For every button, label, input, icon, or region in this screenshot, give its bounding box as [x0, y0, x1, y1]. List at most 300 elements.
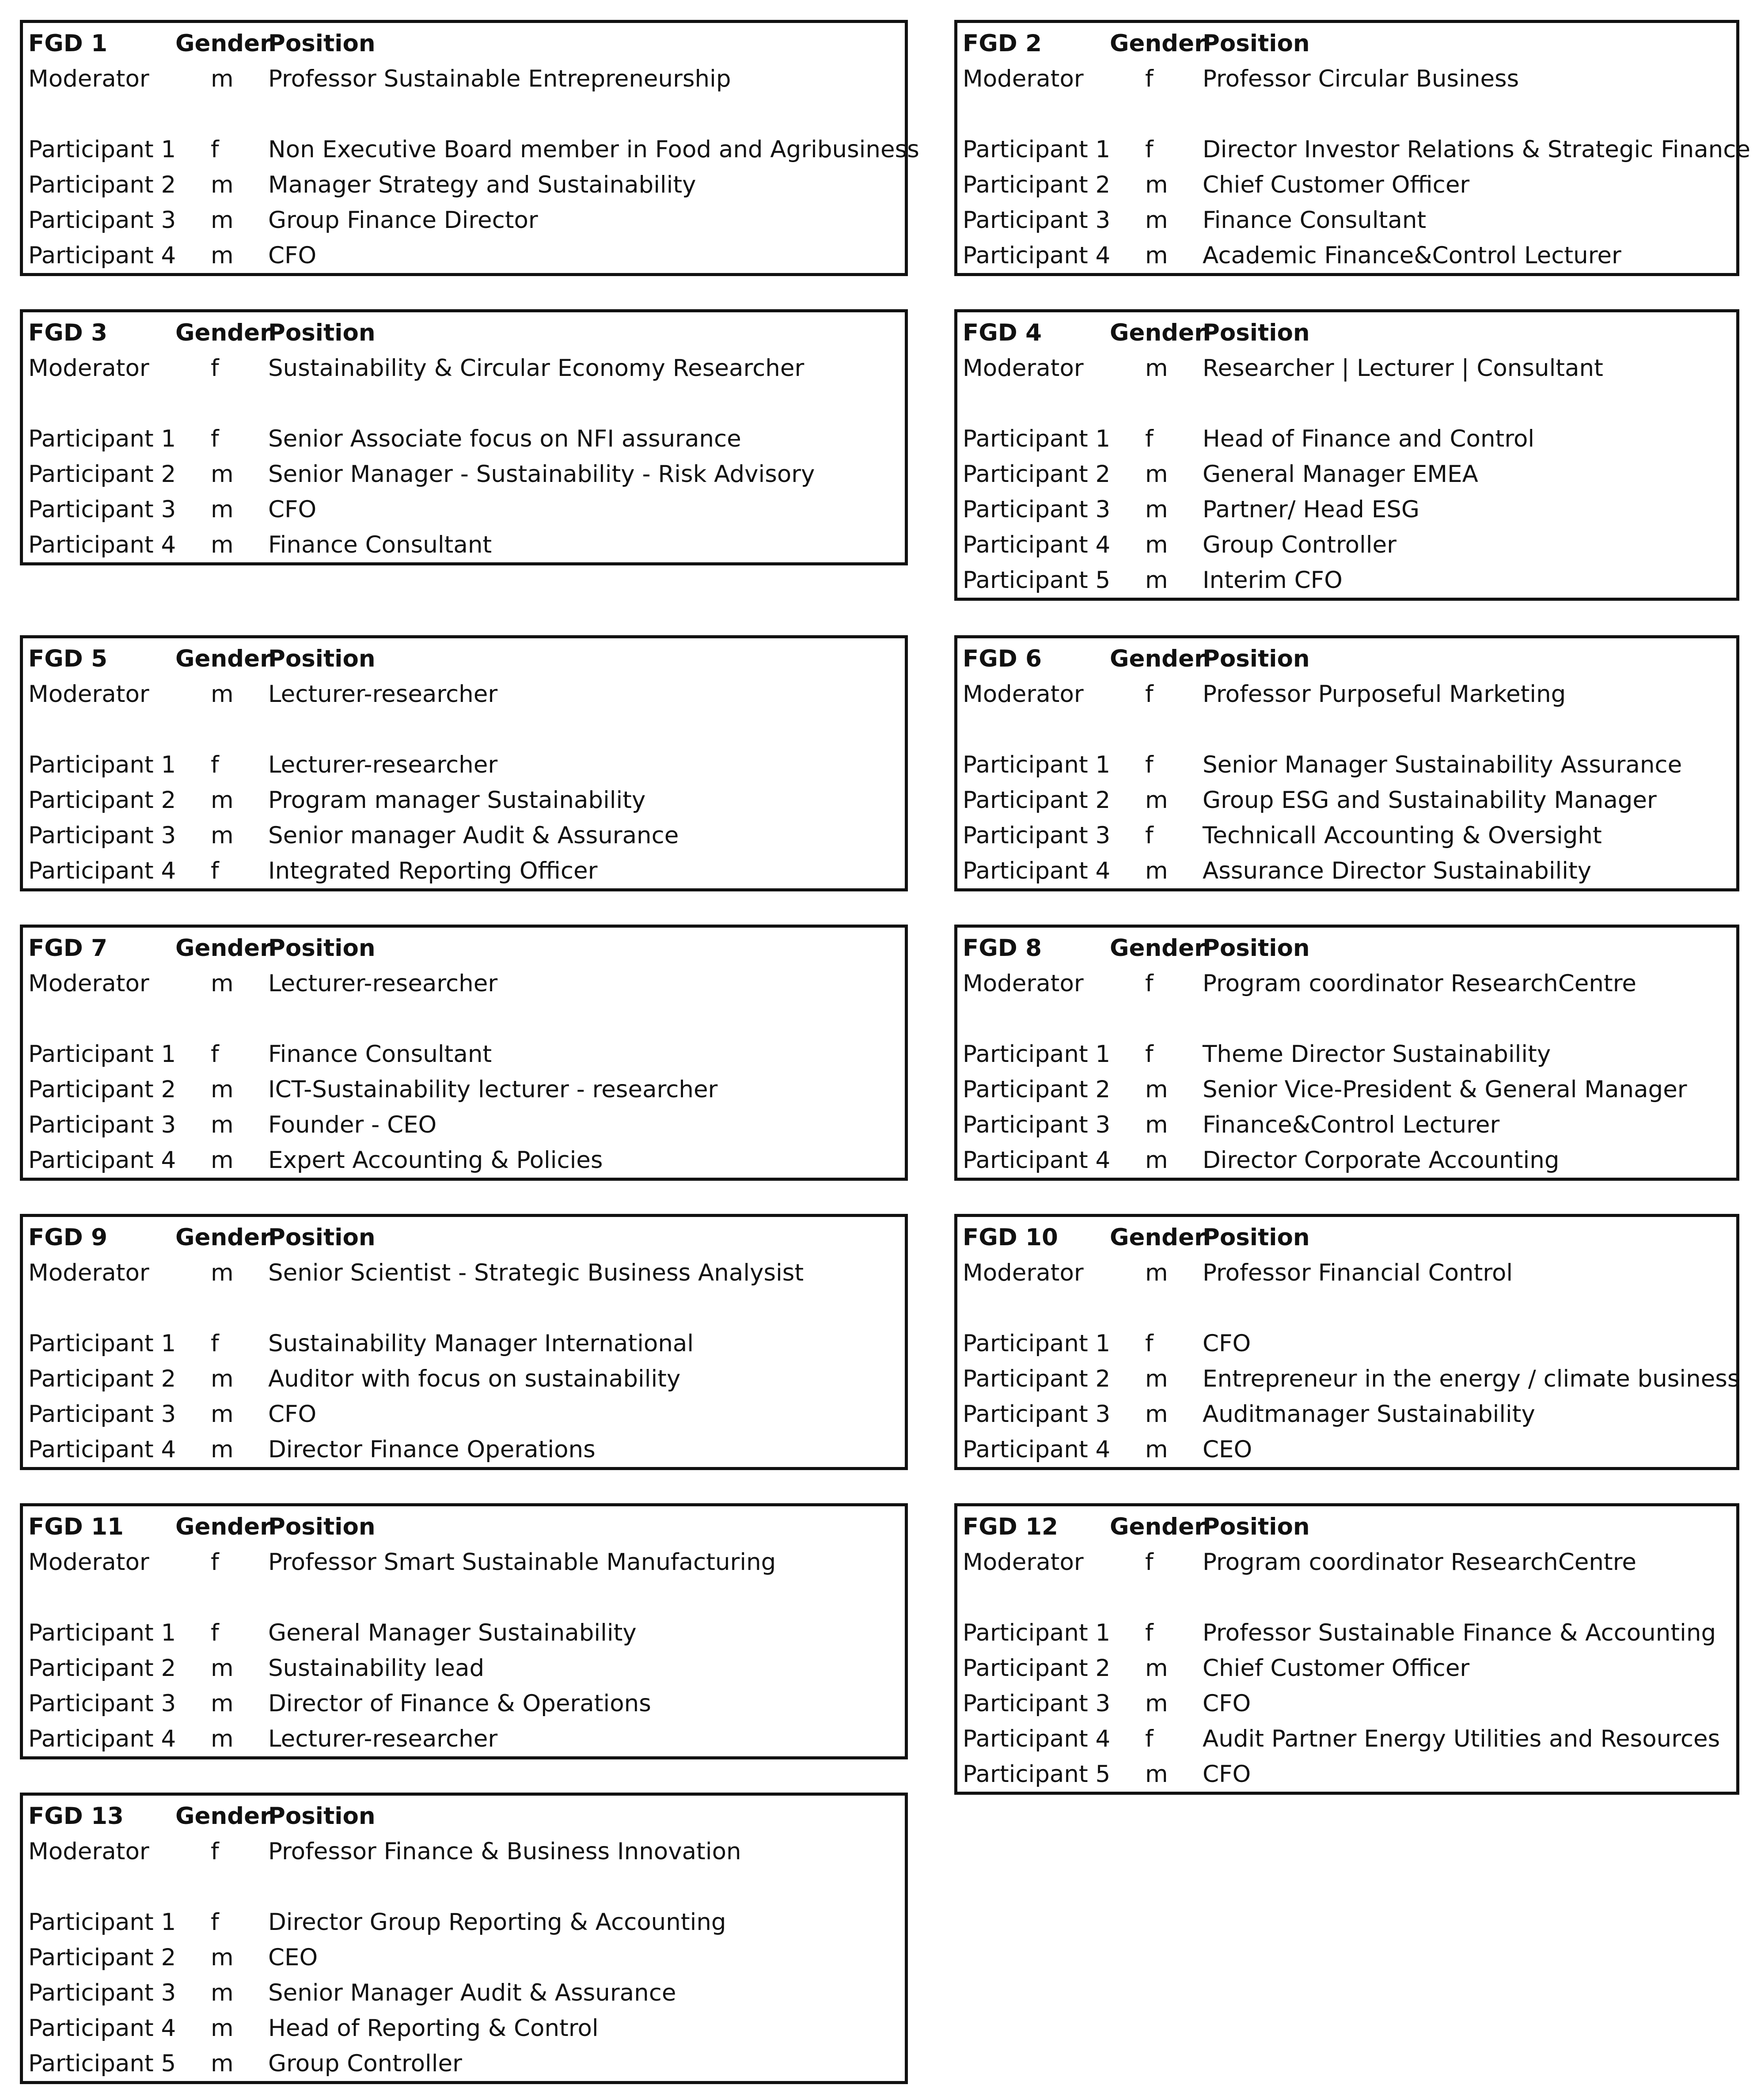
position-cell: Professor Sustainable Entrepreneurship	[268, 65, 731, 92]
position-cell: General Manager EMEA	[1203, 461, 1478, 488]
role-cell: Participant 4	[963, 242, 1111, 269]
participant-row	[957, 1037, 1736, 1072]
fgd-header-row	[23, 1509, 905, 1545]
position-cell: Sustainability & Circular Economy Researcher	[268, 355, 805, 382]
role-cell: Participant 1	[963, 1619, 1111, 1646]
participant-row	[23, 1143, 905, 1178]
role-cell: Participant 2	[28, 171, 176, 198]
position-cell: Professor Smart Sustainable Manufacturing	[268, 1549, 776, 1576]
gender-cell: m	[1145, 1111, 1168, 1138]
participant-row	[23, 1905, 905, 1940]
gender-cell: m	[211, 1076, 234, 1103]
role-cell: Participant 4	[963, 1725, 1111, 1752]
participant-row	[23, 783, 905, 818]
fgd-table	[20, 635, 908, 891]
gender-cell: f	[1145, 751, 1154, 778]
role-cell: Participant 3	[963, 1401, 1111, 1428]
position-cell: Professor Finance & Business Innovation	[268, 1838, 741, 1865]
gender-header: Gender	[1110, 1513, 1206, 1540]
gender-cell: f	[1145, 1041, 1154, 1068]
gender-header: Gender	[175, 30, 272, 57]
participant-row	[957, 1143, 1736, 1178]
gender-cell: m	[1145, 355, 1168, 382]
gender-header: Gender	[175, 645, 272, 672]
position-cell: Expert Accounting & Policies	[268, 1147, 603, 1174]
moderator-row	[23, 1255, 905, 1291]
fgd-title: FGD 6	[963, 645, 1042, 672]
gender-cell: m	[1145, 242, 1168, 269]
role-cell: Participant 1	[963, 1041, 1111, 1068]
gender-cell: m	[211, 242, 234, 269]
role-cell: Participant 3	[28, 1111, 176, 1138]
gender-header: Gender	[175, 1224, 272, 1251]
fgd-header-row	[957, 315, 1736, 351]
position-cell: Director Corporate Accounting	[1203, 1147, 1560, 1174]
gender-cell: m	[211, 461, 234, 488]
gender-cell: m	[211, 207, 234, 234]
gender-header: Gender	[1110, 319, 1206, 346]
position-cell: Non Executive Board member in Food and Agribusiness	[268, 136, 919, 163]
position-cell: Group Controller	[1203, 531, 1396, 558]
position-cell: Professor Sustainable Finance & Accounting	[1203, 1619, 1716, 1646]
gender-header: Gender	[1110, 645, 1206, 672]
position-cell: Audit Partner Energy Utilities and Resources	[1203, 1725, 1720, 1752]
participant-row	[957, 492, 1736, 527]
fgd-title: FGD 1	[28, 30, 108, 57]
role-cell: Participant 3	[963, 207, 1111, 234]
role-cell: Moderator	[28, 1259, 149, 1286]
position-header: Position	[1203, 319, 1310, 346]
position-header: Position	[268, 935, 376, 962]
position-cell: Senior Manager Audit & Assurance	[268, 1979, 676, 2006]
role-cell: Moderator	[963, 1549, 1084, 1576]
position-cell: Manager Strategy and Sustainability	[268, 171, 696, 198]
participant-row	[957, 783, 1736, 818]
gender-cell: m	[1145, 1761, 1168, 1788]
fgd-table	[20, 20, 919, 276]
gender-cell: m	[1145, 1147, 1168, 1174]
role-cell: Participant 2	[28, 1655, 176, 1682]
role-cell: Participant 2	[963, 1655, 1111, 1682]
position-cell: ICT-Sustainability lecturer - researcher	[268, 1076, 718, 1103]
participant-row	[957, 818, 1736, 853]
gender-header: Gender	[175, 1803, 272, 1830]
gender-cell: m	[1145, 1259, 1168, 1286]
role-cell: Participant 2	[963, 787, 1111, 814]
position-cell: Head of Finance and Control	[1203, 425, 1535, 452]
moderator-row	[23, 1834, 905, 1869]
position-cell: CEO	[268, 1944, 318, 1971]
position-cell: Partner/ Head ESG	[1203, 496, 1419, 523]
participant-row	[957, 853, 1736, 889]
role-cell: Participant 1	[28, 425, 176, 452]
role-cell: Participant 1	[963, 425, 1111, 452]
fgd-title: FGD 7	[28, 935, 108, 962]
gender-cell: m	[1145, 1076, 1168, 1103]
gender-cell: f	[211, 1619, 219, 1646]
position-cell: Assurance Director Sustainability	[1203, 857, 1592, 884]
position-cell: Program coordinator ResearchCentre	[1203, 1549, 1636, 1576]
moderator-row	[957, 351, 1736, 386]
fgd-table	[20, 1503, 908, 1759]
role-cell: Participant 3	[28, 207, 176, 234]
participant-row	[957, 167, 1736, 203]
position-cell: Academic Finance&Control Lecturer	[1203, 242, 1621, 269]
position-header: Position	[1203, 1224, 1310, 1251]
participant-row	[23, 1615, 905, 1651]
position-cell: Sustainability Manager International	[268, 1330, 694, 1357]
participant-row	[957, 1432, 1736, 1467]
role-cell: Participant 4	[28, 242, 176, 269]
moderator-row	[23, 351, 905, 386]
gender-cell: m	[1145, 1436, 1168, 1463]
gender-cell: m	[211, 2015, 234, 2042]
role-cell: Participant 1	[28, 1330, 176, 1357]
fgd-header-row	[957, 1509, 1736, 1545]
fgd-title: FGD 2	[963, 30, 1042, 57]
gender-cell: m	[211, 787, 234, 814]
role-cell: Participant 1	[963, 1330, 1111, 1357]
gender-cell: m	[211, 1401, 234, 1428]
fgd-header-row	[23, 1220, 905, 1255]
fgd-title: FGD 5	[28, 645, 108, 672]
moderator-row	[957, 61, 1736, 97]
position-header: Position	[268, 319, 376, 346]
gender-cell: m	[1145, 207, 1168, 234]
participant-row	[23, 818, 905, 853]
gender-cell: f	[211, 136, 219, 163]
position-cell: CEO	[1203, 1436, 1252, 1463]
gender-header: Gender	[175, 319, 272, 346]
position-cell: Sustainability lead	[268, 1655, 485, 1682]
participant-row	[23, 1326, 905, 1361]
role-cell: Participant 3	[963, 496, 1111, 523]
participant-row	[957, 132, 1751, 167]
gender-cell: f	[211, 1909, 219, 1936]
position-cell: Director Investor Relations & Strategic Finance	[1203, 136, 1751, 163]
participant-row	[23, 853, 905, 889]
participant-row	[23, 527, 905, 563]
participant-row	[957, 1107, 1736, 1143]
position-cell: CFO	[1203, 1330, 1251, 1357]
participant-row	[23, 1975, 905, 2011]
gender-cell: m	[211, 1690, 234, 1717]
position-cell: Auditmanager Sustainability	[1203, 1401, 1535, 1428]
position-cell: Group Controller	[268, 2050, 462, 2077]
gender-cell: m	[211, 822, 234, 849]
fgd-header-row	[957, 26, 1736, 61]
participant-row	[23, 132, 919, 167]
fgd-title: FGD 11	[28, 1513, 124, 1540]
fgd-title: FGD 13	[28, 1803, 124, 1830]
position-cell: General Manager Sustainability	[268, 1619, 637, 1646]
gender-cell: m	[1145, 567, 1168, 594]
position-cell: Entrepreneur in the energy / climate business	[1203, 1365, 1740, 1392]
fgd-table	[20, 309, 908, 565]
fgd-title: FGD 3	[28, 319, 108, 346]
gender-cell: m	[1145, 531, 1168, 558]
participant-row	[23, 203, 905, 238]
gender-cell: m	[211, 171, 234, 198]
role-cell: Participant 4	[28, 1147, 176, 1174]
position-cell: Program manager Sustainability	[268, 787, 646, 814]
role-cell: Participant 3	[963, 822, 1111, 849]
position-cell: Founder - CEO	[268, 1111, 437, 1138]
participant-row	[23, 1686, 905, 1721]
gender-cell: m	[211, 1655, 234, 1682]
gender-cell: f	[211, 1330, 219, 1357]
role-cell: Participant 2	[963, 1365, 1111, 1392]
fgd-header-row	[23, 1799, 905, 1834]
gender-cell: f	[211, 355, 219, 382]
position-cell: Senior Vice-President & General Manager	[1203, 1076, 1687, 1103]
participant-row	[23, 747, 905, 783]
position-cell: Finance Consultant	[268, 1041, 492, 1068]
role-cell: Participant 3	[28, 1979, 176, 2006]
role-cell: Participant 4	[28, 857, 176, 884]
position-cell: Head of Reporting & Control	[268, 2015, 599, 2042]
gender-cell: m	[211, 1147, 234, 1174]
participant-row	[957, 1651, 1736, 1686]
moderator-row	[23, 1545, 905, 1580]
gender-cell: m	[1145, 171, 1168, 198]
moderator-row	[957, 1255, 1736, 1291]
moderator-row	[23, 966, 905, 1001]
participant-row	[23, 1397, 905, 1432]
gender-cell: f	[211, 857, 219, 884]
role-cell: Moderator	[28, 681, 149, 708]
participant-row	[957, 1072, 1736, 1107]
role-cell: Participant 4	[963, 531, 1111, 558]
participant-row	[23, 1361, 905, 1397]
fgd-header-row	[23, 641, 905, 677]
gender-cell: m	[1145, 1690, 1168, 1717]
gender-cell: f	[211, 1041, 219, 1068]
gender-cell: m	[1145, 496, 1168, 523]
gender-cell: m	[211, 1944, 234, 1971]
fgd-table	[954, 925, 1739, 1181]
moderator-row	[957, 677, 1736, 712]
position-cell: Program coordinator ResearchCentre	[1203, 970, 1636, 997]
gender-cell: f	[1145, 136, 1154, 163]
position-cell: Lecturer-researcher	[268, 681, 498, 708]
gender-cell: f	[1145, 1549, 1154, 1576]
position-header: Position	[1203, 645, 1310, 672]
role-cell: Participant 4	[28, 2015, 176, 2042]
participant-row	[957, 203, 1736, 238]
role-cell: Moderator	[28, 1838, 149, 1865]
gender-cell: m	[1145, 1365, 1168, 1392]
role-cell: Participant 1	[963, 136, 1111, 163]
gender-cell: f	[211, 425, 219, 452]
participant-row	[23, 2046, 905, 2081]
fgd-table	[954, 1214, 1739, 1470]
position-header: Position	[268, 645, 376, 672]
role-cell: Participant 3	[963, 1690, 1111, 1717]
fgd-table	[954, 635, 1739, 891]
moderator-row	[23, 61, 905, 97]
role-cell: Participant 2	[963, 1076, 1111, 1103]
position-cell: Integrated Reporting Officer	[268, 857, 598, 884]
participant-row	[23, 1940, 905, 1975]
fgd-header-row	[957, 931, 1736, 966]
moderator-row	[957, 1545, 1736, 1580]
position-header: Position	[1203, 935, 1310, 962]
position-cell: Finance Consultant	[268, 531, 492, 558]
role-cell: Moderator	[963, 355, 1084, 382]
role-cell: Participant 5	[963, 1761, 1111, 1788]
participant-row	[23, 167, 905, 203]
gender-cell: f	[1145, 1725, 1154, 1752]
gender-cell: m	[1145, 1655, 1168, 1682]
position-cell: Professor Financial Control	[1203, 1259, 1513, 1286]
participant-row	[957, 1615, 1736, 1651]
participant-row	[23, 421, 905, 457]
position-header: Position	[268, 1513, 376, 1540]
position-header: Position	[1203, 1513, 1310, 1540]
role-cell: Participant 5	[963, 567, 1111, 594]
participant-row	[23, 1432, 905, 1467]
participant-row	[957, 1397, 1736, 1432]
position-cell: CFO	[268, 1401, 317, 1428]
role-cell: Participant 5	[28, 2050, 176, 2077]
participant-row	[23, 457, 905, 492]
role-cell: Participant 2	[963, 171, 1111, 198]
participant-row	[957, 1361, 1740, 1397]
gender-cell: m	[211, 1979, 234, 2006]
role-cell: Participant 1	[28, 1619, 176, 1646]
participant-row	[957, 1721, 1736, 1757]
role-cell: Participant 3	[963, 1111, 1111, 1138]
role-cell: Participant 3	[28, 1401, 176, 1428]
fgd-header-row	[23, 26, 905, 61]
position-cell: Theme Director Sustainability	[1203, 1041, 1551, 1068]
participant-row	[23, 1037, 905, 1072]
role-cell: Participant 2	[28, 1365, 176, 1392]
participant-row	[957, 1757, 1736, 1792]
participant-row	[23, 238, 905, 273]
participant-row	[23, 1721, 905, 1757]
role-cell: Participant 4	[963, 1147, 1111, 1174]
position-cell: Senior Associate focus on NFI assurance	[268, 425, 741, 452]
role-cell: Participant 3	[28, 496, 176, 523]
position-header: Position	[1203, 30, 1310, 57]
position-header: Position	[268, 1224, 376, 1251]
position-cell: Chief Customer Officer	[1203, 171, 1470, 198]
position-cell: Lecturer-researcher	[268, 1725, 498, 1752]
position-cell: CFO	[268, 242, 317, 269]
gender-header: Gender	[175, 1513, 272, 1540]
moderator-row	[957, 966, 1736, 1001]
participant-row	[23, 1107, 905, 1143]
fgd-table	[20, 1214, 908, 1470]
role-cell: Participant 1	[963, 751, 1111, 778]
participant-row	[957, 1686, 1736, 1721]
position-cell: Finance Consultant	[1203, 207, 1427, 234]
participant-row	[23, 2011, 905, 2046]
gender-cell: f	[211, 751, 219, 778]
fgd-header-row	[957, 1220, 1736, 1255]
gender-cell: m	[211, 1111, 234, 1138]
position-cell: Senior Scientist - Strategic Business Analysist	[268, 1259, 804, 1286]
fgd-title: FGD 4	[963, 319, 1042, 346]
participant-row	[23, 1651, 905, 1686]
gender-cell: m	[211, 65, 234, 92]
role-cell: Participant 4	[28, 1436, 176, 1463]
fgd-header-row	[957, 641, 1736, 677]
position-cell: Chief Customer Officer	[1203, 1655, 1470, 1682]
position-cell: Group ESG and Sustainability Manager	[1203, 787, 1657, 814]
gender-cell: m	[211, 1725, 234, 1752]
position-header: Position	[268, 1803, 376, 1830]
position-cell: Senior Manager Sustainability Assurance	[1203, 751, 1682, 778]
gender-cell: f	[1145, 65, 1154, 92]
participant-row	[957, 563, 1736, 598]
role-cell: Moderator	[963, 681, 1084, 708]
position-cell: Lecturer-researcher	[268, 751, 498, 778]
gender-cell: m	[211, 1365, 234, 1392]
gender-cell: m	[1145, 857, 1168, 884]
position-cell: CFO	[1203, 1761, 1251, 1788]
participant-row	[957, 1326, 1736, 1361]
role-cell: Participant 1	[28, 136, 176, 163]
gender-cell: m	[211, 531, 234, 558]
role-cell: Participant 1	[28, 1909, 176, 1936]
role-cell: Participant 2	[28, 461, 176, 488]
participant-row	[957, 238, 1736, 273]
role-cell: Participant 4	[28, 1725, 176, 1752]
moderator-row	[23, 677, 905, 712]
gender-cell: m	[211, 1259, 234, 1286]
fgd-table	[954, 309, 1739, 601]
position-cell: Senior Manager - Sustainability - Risk Advisory	[268, 461, 815, 488]
participant-row	[23, 492, 905, 527]
position-cell: CFO	[268, 496, 317, 523]
gender-cell: f	[1145, 681, 1154, 708]
role-cell: Moderator	[28, 65, 149, 92]
fgd-title: FGD 8	[963, 935, 1042, 962]
fgd-title: FGD 10	[963, 1224, 1058, 1251]
gender-cell: m	[211, 2050, 234, 2077]
gender-cell: m	[211, 970, 234, 997]
gender-cell: m	[1145, 1401, 1168, 1428]
participant-row	[957, 527, 1736, 563]
participant-row	[23, 1072, 905, 1107]
gender-cell: f	[1145, 822, 1154, 849]
role-cell: Moderator	[28, 355, 149, 382]
role-cell: Participant 4	[963, 857, 1111, 884]
fgd-title: FGD 12	[963, 1513, 1058, 1540]
position-cell: Finance&Control Lecturer	[1203, 1111, 1500, 1138]
gender-cell: m	[211, 1436, 234, 1463]
gender-header: Gender	[175, 935, 272, 962]
participant-row	[957, 747, 1736, 783]
position-cell: Professor Purposeful Marketing	[1203, 681, 1566, 708]
gender-cell: m	[1145, 461, 1168, 488]
position-cell: Lecturer-researcher	[268, 970, 498, 997]
fgd-table	[954, 20, 1751, 276]
role-cell: Participant 3	[28, 1690, 176, 1717]
gender-cell: m	[211, 681, 234, 708]
gender-cell: m	[211, 496, 234, 523]
fgd-header-row	[23, 931, 905, 966]
gender-header: Gender	[1110, 1224, 1206, 1251]
role-cell: Participant 2	[28, 1944, 176, 1971]
role-cell: Participant 2	[963, 461, 1111, 488]
role-cell: Participant 2	[28, 1076, 176, 1103]
fgd-table	[20, 1793, 908, 2084]
position-cell: Professor Circular Business	[1203, 65, 1519, 92]
